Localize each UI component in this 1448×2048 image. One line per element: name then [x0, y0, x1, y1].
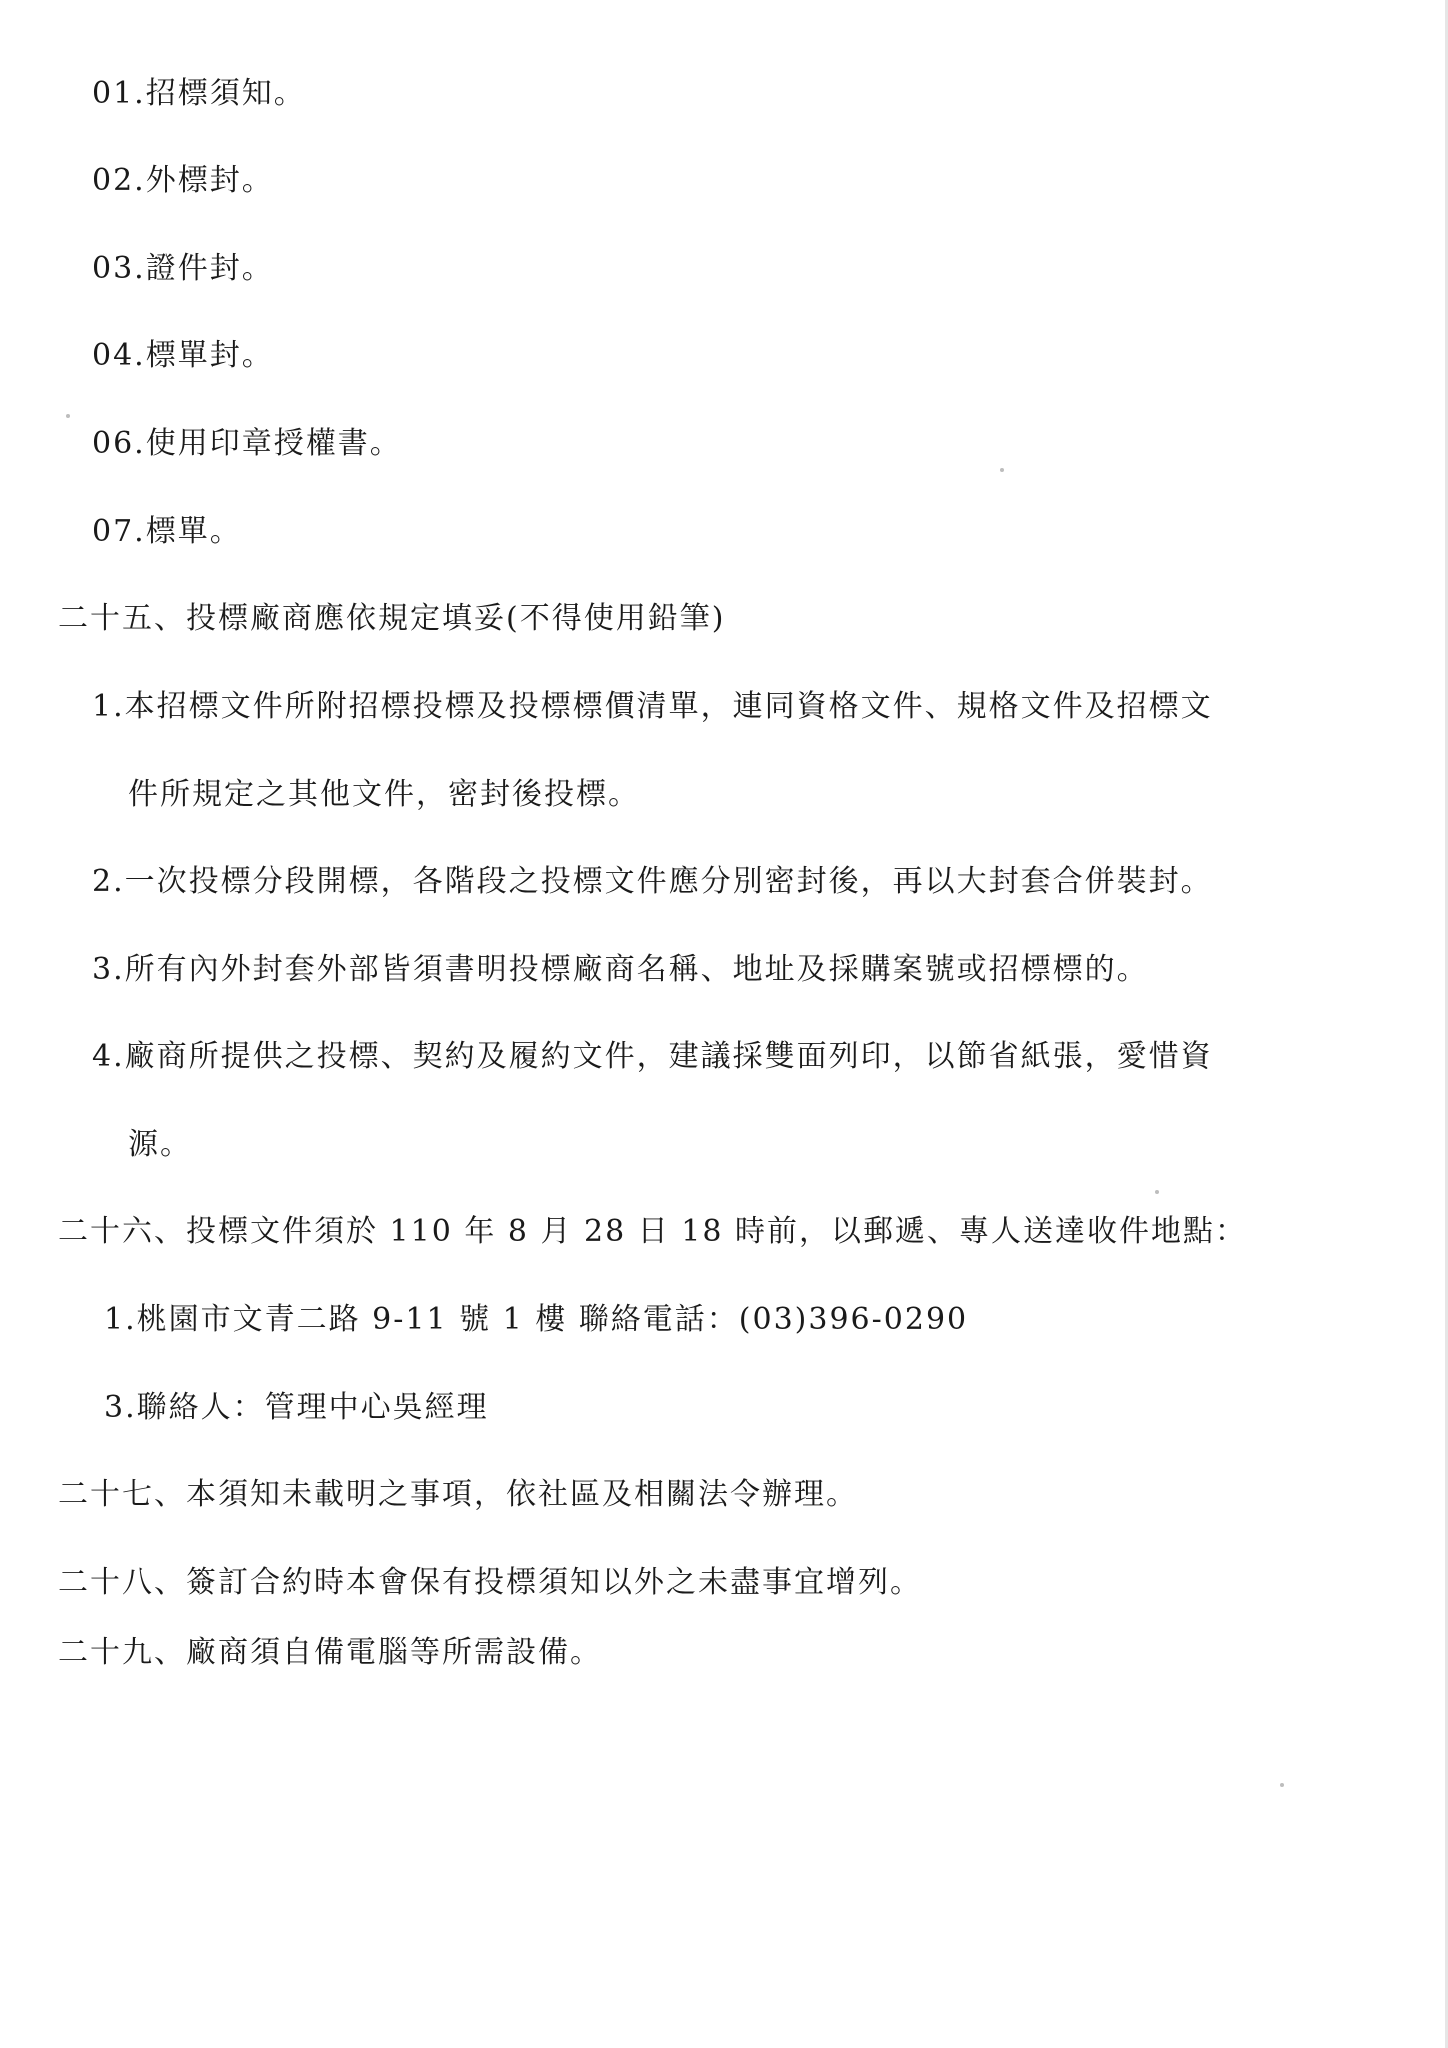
section-28: 二十八、簽訂合約時本會保有投標須知以外之未盡事宜增列。 — [58, 1565, 922, 1600]
scan-speck — [1155, 1190, 1159, 1194]
section-26-address: 1.桃園市文青二路 9-11 號 1 樓 聯絡電話：(03)396-0290 — [104, 1302, 969, 1337]
scan-speck — [66, 414, 70, 418]
section-26-contact: 3.聯絡人：管理中心吳經理 — [104, 1390, 489, 1425]
section-25-item-4-continuation: 源。 — [128, 1127, 192, 1162]
section-27: 二十七、本須知未載明之事項，依社區及相關法令辦理。 — [58, 1477, 858, 1512]
scan-speck — [1000, 468, 1004, 472]
section-25-item-3: 3.所有內外封套外部皆須書明投標廠商名稱、地址及採購案號或招標標的。 — [92, 952, 1149, 987]
bid-document-item: 01.招標須知。 — [92, 76, 306, 111]
section-25-item-2: 2.一次投標分段開標，各階段之投標文件應分別密封後，再以大封套合併裝封。 — [92, 864, 1213, 899]
bid-document-item: 06.使用印章授權書。 — [92, 426, 402, 461]
section-29: 二十九、廠商須自備電腦等所需設備。 — [58, 1635, 602, 1670]
section-25-item-4: 4.廠商所提供之投標、契約及履約文件，建議採雙面列印，以節省紙張，愛惜資 — [92, 1039, 1213, 1074]
bid-document-item: 07.標單。 — [92, 514, 242, 549]
bid-document-item: 02.外標封。 — [92, 163, 274, 198]
section-25-item-1-continuation: 件所規定之其他文件，密封後投標。 — [128, 777, 640, 812]
section-26-heading: 二十六、投標文件須於 110 年 8 月 28 日 18 時前，以郵遞、專人送達收件地點： — [58, 1214, 1247, 1249]
section-25-heading: 二十五、投標廠商應依規定填妥(不得使用鉛筆) — [58, 601, 726, 636]
section-25-item-1: 1.本招標文件所附招標投標及投標標價清單，連同資格文件、規格文件及招標文 — [92, 689, 1213, 724]
bid-document-item: 03.證件封。 — [92, 251, 274, 286]
bid-document-item: 04.標單封。 — [92, 338, 274, 373]
scan-speck — [1280, 1783, 1284, 1787]
